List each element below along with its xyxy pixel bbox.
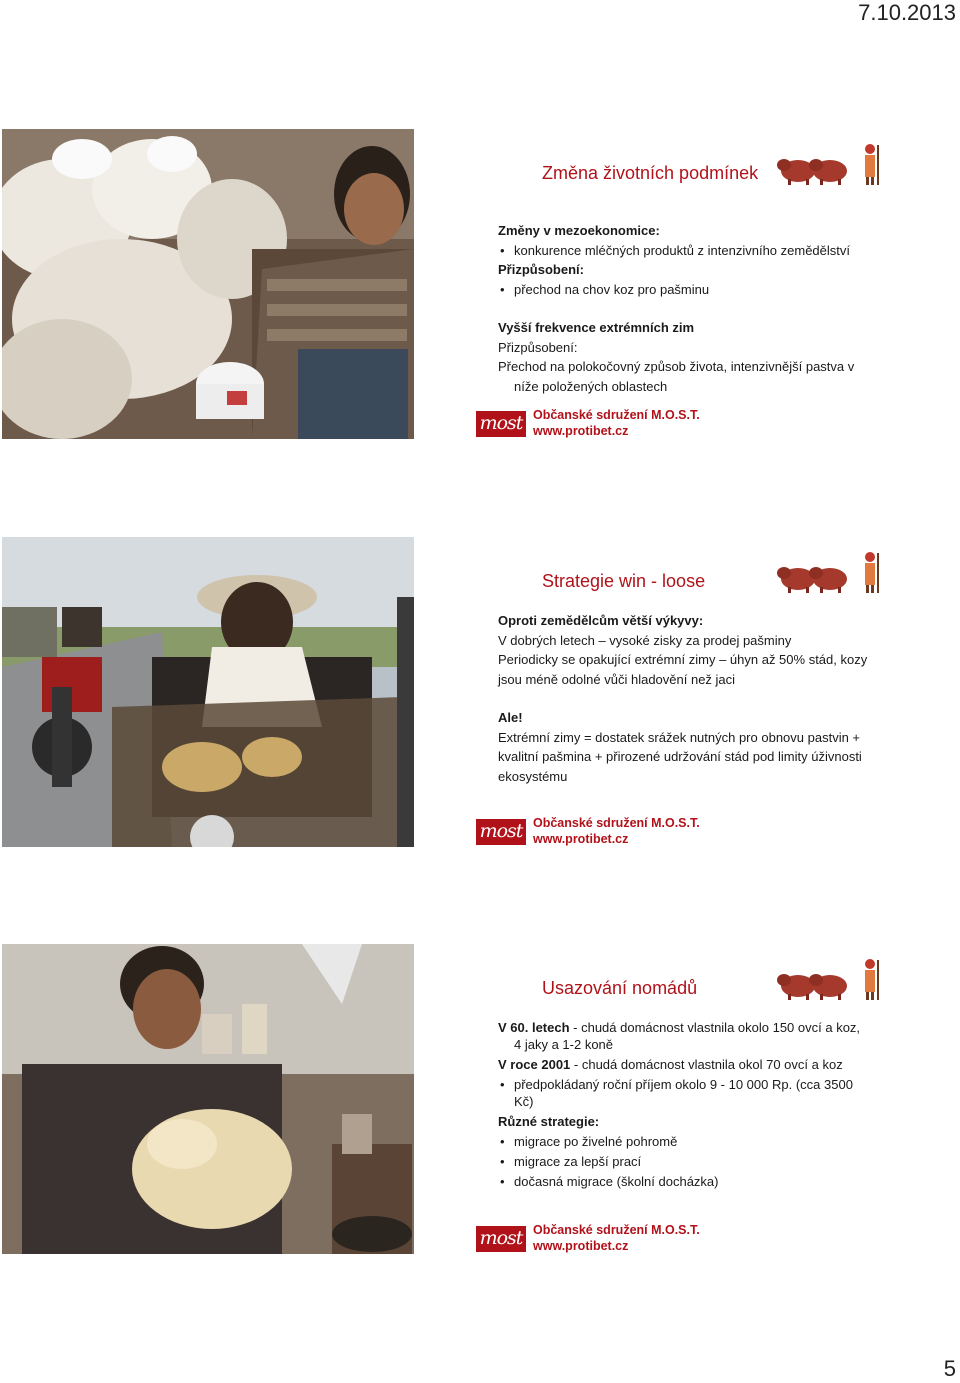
bullet-item: • přechod na chov koz pro pašminu: [498, 280, 868, 300]
man-with-sack-photo: [2, 944, 414, 1254]
slide-content: [498, 1019, 868, 1193]
org-logo: [476, 408, 700, 444]
slide-title: Strategie win - loose: [542, 571, 706, 591]
text-line: V 60. letech - chudá domácnost vlastnila okolo 150 ovcí a koz, 4 jaky a 1-2 koně: [498, 1020, 861, 1052]
text-line: Extrémní zimy = dostatek srážek nutných pro obnovu pastvin + kvalitní pašmina + přirozené udržování stád pod limity úživnosti ekosystému: [498, 729, 862, 784]
bullet-item: • dočasná migrace (školní docházka): [498, 1173, 868, 1190]
page-number: 5: [943, 1356, 956, 1381]
slide-content: [498, 611, 868, 786]
page-date: 7.10.2013: [858, 0, 956, 25]
most-logo-icon: most: [476, 819, 526, 845]
heading-line: Oproti zemědělcům větší výkyvy:: [498, 613, 704, 628]
org-url: www.protibet.cz: [533, 832, 629, 846]
heading-line: Ale!: [498, 710, 523, 725]
slide-1: [0, 129, 960, 449]
heading-line: Vyšší frekvence extrémních zim: [498, 320, 695, 335]
yak-mascots-icon: [772, 549, 890, 595]
bullet-item: • předpokládaný roční příjem okolo 9 - 10 000 Rp. (cca 3500 Kč): [498, 1076, 868, 1110]
most-logo-icon: most: [476, 1226, 526, 1252]
org-logo: [476, 816, 700, 852]
heading-line: Přizpůsobení:: [498, 262, 584, 277]
heading-line: Různé strategie:: [498, 1114, 600, 1129]
slide-content: [498, 221, 868, 396]
text-line: Přechod na polokočovný způsob života, intenzivnější pastva v níže položených oblastech: [498, 359, 855, 394]
org-url: www.protibet.cz: [533, 1239, 629, 1253]
yak-mascots-icon: [772, 141, 890, 187]
text-line: Periodicky se opakující extrémní zimy – úhyn až 50% stád, kozy jsou méně odolné vůči hladovění než jaci: [498, 652, 868, 687]
bullet-item: • konkurence mléčných produktů z intenzivního zemědělství: [498, 241, 868, 261]
slide-3: [0, 944, 960, 1264]
org-url: www.protibet.cz: [533, 424, 629, 438]
org-name: Občanské sdružení M.O.S.T.: [533, 1223, 700, 1237]
yak-mascots-icon: [772, 956, 890, 1002]
text-line: V roce 2001 - chudá domácnost vlastnila okol 70 ovcí a koz: [498, 1057, 843, 1072]
heading-line: Změny v mezoekonomice:: [498, 223, 660, 238]
text-line: V dobrých letech – vysoké zisky za prodej pašminy: [498, 632, 792, 648]
bullet-item: • migrace za lepší prací: [498, 1153, 868, 1170]
text-line: Přizpůsobení:: [498, 339, 578, 355]
slide-title: Změna životních podmínek: [542, 163, 759, 183]
woman-with-goats-photo: [2, 129, 414, 439]
org-logo: [476, 1223, 700, 1259]
most-logo-icon: most: [476, 411, 526, 437]
nomads-on-motorcycles-photo: [2, 537, 414, 847]
org-name: Občanské sdružení M.O.S.T.: [533, 408, 700, 422]
org-name: Občanské sdružení M.O.S.T.: [533, 816, 700, 830]
bullet-item: • migrace po živelné pohromě: [498, 1133, 868, 1150]
slide-title: Usazování nomádů: [542, 978, 698, 998]
slide-2: [0, 537, 960, 857]
